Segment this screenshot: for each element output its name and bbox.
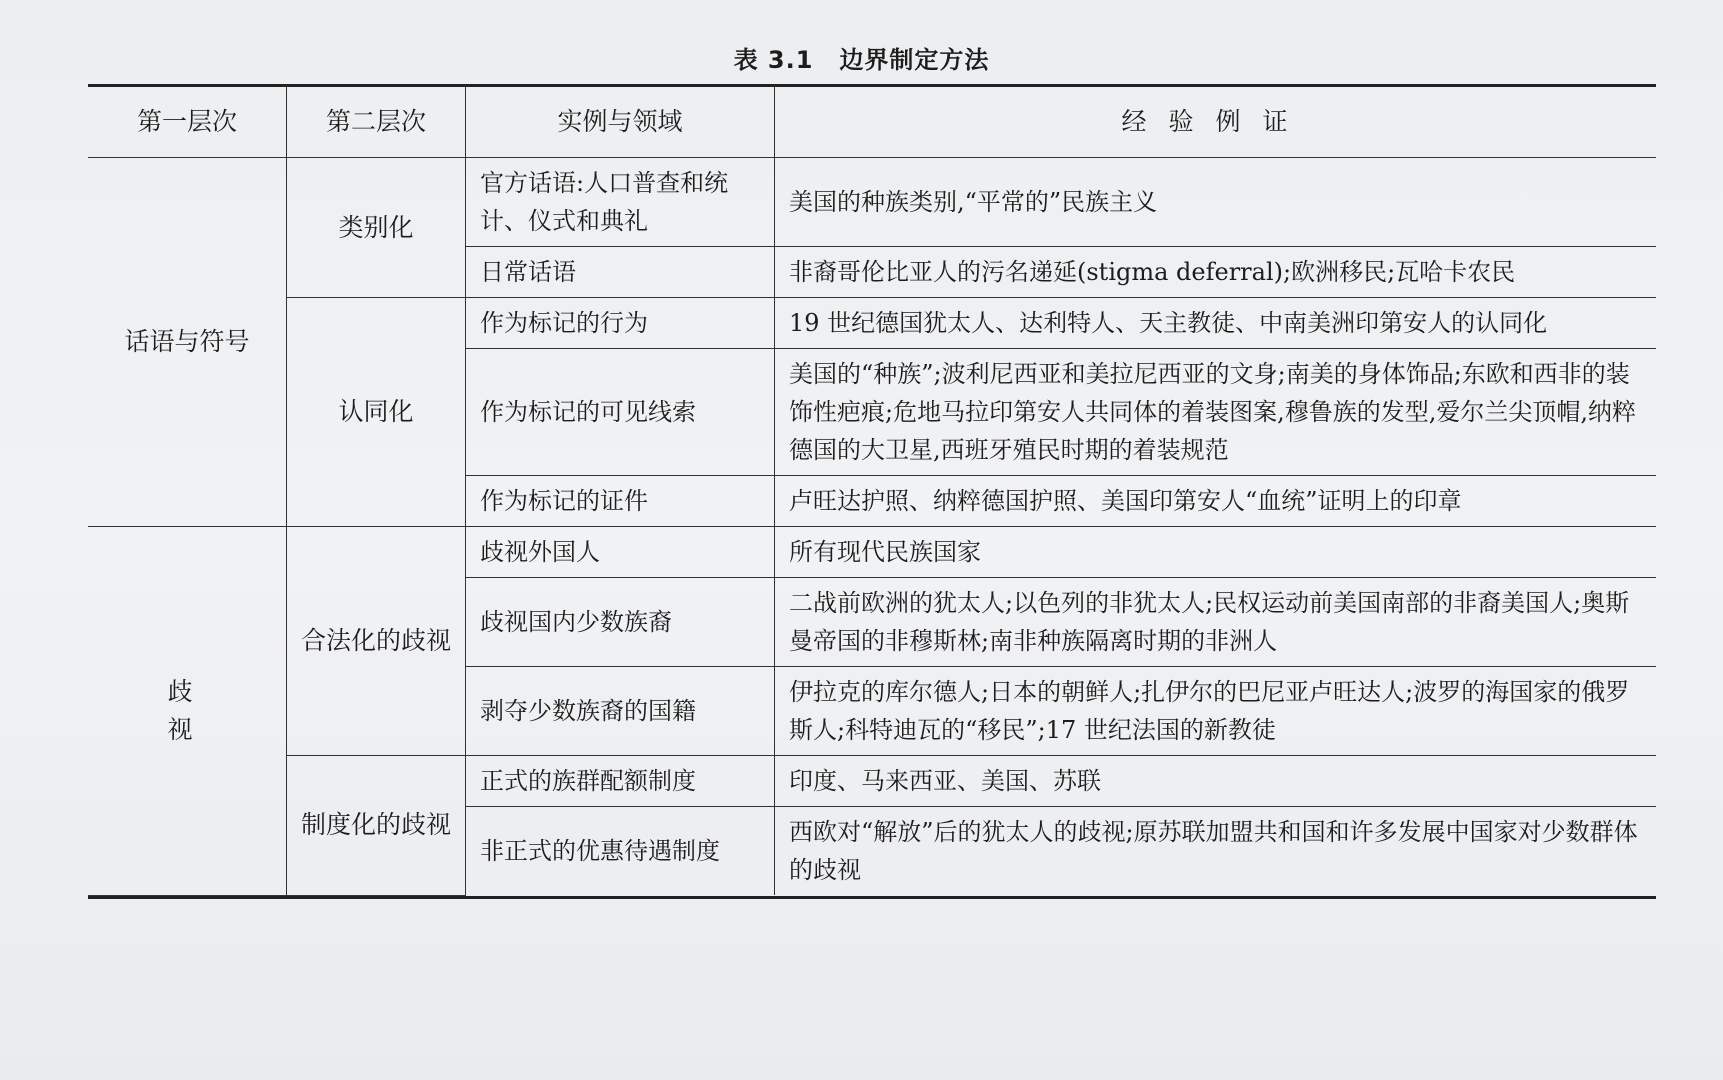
field-cell: 歧视国内少数族裔 (466, 578, 775, 667)
table-number: 表 3.1 (733, 46, 814, 74)
evidence-cell: 西欧对“解放”后的犹太人的歧视;原苏联加盟共和国和许多发展中国家对少数群体的歧视 (775, 807, 1657, 896)
evidence-cell: 非裔哥伦比亚人的污名递延(stigma deferral);欧洲移民;瓦哈卡农民 (775, 247, 1657, 298)
boundary-table-frame (88, 84, 1656, 899)
evidence-cell: 印度、马来西亚、美国、苏联 (775, 756, 1657, 807)
boundary-methods-table (88, 87, 1656, 896)
table-row (88, 298, 1656, 349)
level2-cell: 类别化 (287, 158, 466, 298)
header-field: 实例与领域 (466, 87, 775, 158)
table-title: 边界制定方法 (839, 46, 990, 74)
field-cell: 非正式的优惠待遇制度 (466, 807, 775, 896)
header-row (88, 87, 1656, 158)
table-caption (0, 40, 1723, 75)
table-row (88, 158, 1656, 247)
field-cell: 剥夺少数族裔的国籍 (466, 667, 775, 756)
evidence-cell: 伊拉克的库尔德人;日本的朝鲜人;扎伊尔的巴尼亚卢旺达人;波罗的海国家的俄罗斯人;科特迪瓦的“移民”;17 世纪法国的新教徒 (775, 667, 1657, 756)
header-level1: 第一层次 (88, 87, 287, 158)
field-cell: 作为标记的行为 (466, 298, 775, 349)
level2-cell: 制度化的歧视 (287, 756, 466, 896)
field-cell: 日常话语 (466, 247, 775, 298)
table-row (88, 756, 1656, 807)
header-evidence: 经验例证 (775, 87, 1657, 158)
evidence-cell: 19 世纪德国犹太人、达利特人、天主教徒、中南美洲印第安人的认同化 (775, 298, 1657, 349)
level1-cell: 歧视 (88, 527, 287, 896)
field-cell: 作为标记的证件 (466, 476, 775, 527)
level2-cell: 合法化的歧视 (287, 527, 466, 756)
evidence-cell: 美国的“种族”;波利尼西亚和美拉尼西亚的文身;南美的身体饰品;东欧和西非的装饰性疤痕;危地马拉印第安人共同体的着装图案,穆鲁族的发型,爱尔兰尖顶帽,纳粹德国的大卫星,西班牙殖民时期的着装规范 (775, 349, 1657, 476)
level2-cell: 认同化 (287, 298, 466, 527)
table-row (88, 527, 1656, 578)
evidence-cell: 二战前欧洲的犹太人;以色列的非犹太人;民权运动前美国南部的非裔美国人;奥斯曼帝国的非穆斯林;南非种族隔离时期的非洲人 (775, 578, 1657, 667)
header-level2: 第二层次 (287, 87, 466, 158)
level1-cell: 话语与符号 (88, 158, 287, 527)
evidence-cell: 卢旺达护照、纳粹德国护照、美国印第安人“血统”证明上的印章 (775, 476, 1657, 527)
field-cell: 官方话语:人口普查和统计、仪式和典礼 (466, 158, 775, 247)
field-cell: 正式的族群配额制度 (466, 756, 775, 807)
evidence-cell: 所有现代民族国家 (775, 527, 1657, 578)
field-cell: 歧视外国人 (466, 527, 775, 578)
field-cell: 作为标记的可见线索 (466, 349, 775, 476)
evidence-cell: 美国的种族类别,“平常的”民族主义 (775, 158, 1657, 247)
